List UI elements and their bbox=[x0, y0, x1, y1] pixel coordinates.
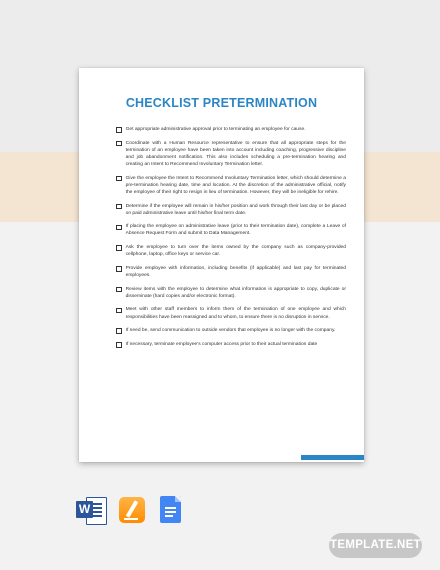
checklist-item-text: Provide employee with information, including benefits (if applicable) and last pay for terminated employees. bbox=[125, 265, 346, 278]
checklist-item bbox=[116, 244, 346, 258]
checklist-item-text: Ask the employee to turn over the items owned by the company such as company-provided cellphone, laptop, office keys or service car. bbox=[125, 245, 346, 258]
checkbox-icon bbox=[116, 141, 122, 147]
checklist bbox=[116, 126, 346, 355]
word-badge: W bbox=[76, 501, 93, 518]
accent-bar bbox=[301, 455, 364, 460]
checkbox-icon bbox=[116, 127, 122, 133]
checklist-item bbox=[116, 265, 346, 279]
checkbox-icon bbox=[116, 342, 122, 348]
checkbox-icon bbox=[116, 225, 122, 231]
checklist-item-text: Determine if the employee will remain in his/her position and work through their last day or be placed on paid administrative leave until his/her final term date. bbox=[125, 203, 346, 216]
checklist-item bbox=[116, 175, 346, 196]
checkbox-icon bbox=[116, 308, 122, 314]
checklist-item-text: If placing the employee on administrative leave (prior to their termination date), complete a Leave of Absence Request Form and submit to Data Management. bbox=[125, 224, 346, 237]
word-icon[interactable] bbox=[76, 496, 106, 524]
checklist-item bbox=[116, 286, 346, 300]
checklist-item bbox=[116, 341, 346, 348]
checklist-item bbox=[116, 126, 346, 133]
checkbox-icon bbox=[116, 204, 122, 210]
checklist-item-text: If necessary, terminate employee's computer access prior to their actual termination date bbox=[125, 341, 318, 347]
checklist-item bbox=[116, 140, 346, 168]
pages-icon[interactable] bbox=[119, 497, 145, 523]
checkbox-icon bbox=[116, 266, 122, 272]
checklist-item-text: Coordinate with a Human Resource representative to ensure that all appropriate steps for the termination of an employee have been taken into account including coaching, progressive discipline and job abandonment notification. This also includes scheduling a pre-termination hearing and creating an Intent to Recommend Involuntary Termination letter. bbox=[125, 140, 346, 167]
checklist-item bbox=[116, 203, 346, 217]
checklist-item-text: If need be, send communication to outside vendors that employee is no longer with the company. bbox=[125, 328, 336, 334]
google-docs-icon[interactable] bbox=[160, 496, 181, 523]
pen-icon bbox=[126, 500, 138, 518]
checklist-item-text: Review items with the employee to determine what information is appropriate to copy, duplicate or disseminate (hard copies and/or electronic format). bbox=[125, 286, 346, 299]
checklist-item bbox=[116, 223, 346, 237]
checkbox-icon bbox=[116, 176, 122, 182]
checklist-item-text: Get appropriate administrative approval prior to terminating an employee for cause. bbox=[125, 127, 306, 132]
document-page bbox=[79, 68, 364, 462]
checklist-item bbox=[116, 306, 346, 320]
checkbox-icon bbox=[116, 287, 122, 293]
document-title: CHECKLIST PRETERMINATION bbox=[125, 96, 318, 110]
checklist-item-text: Give the employee the Intent to Recommend Involuntary Termination letter, which should determine a pre-termination hearing date, time and location. At the discretion of the administrative official, notify the employee of their right to resign in lieu of termination. However, they will be ineligible for rehire. bbox=[125, 175, 346, 195]
checklist-item-text: Meet with other staff members to inform them of the termination of one employee and which responsibilities have been reassigned and to whom, to ensure there is no disruption in service. bbox=[125, 307, 346, 320]
checkbox-icon bbox=[116, 328, 122, 334]
checkbox-icon bbox=[116, 245, 122, 251]
template-net-logo: TEMPLATE.NET bbox=[329, 533, 422, 558]
checklist-item bbox=[116, 327, 346, 334]
